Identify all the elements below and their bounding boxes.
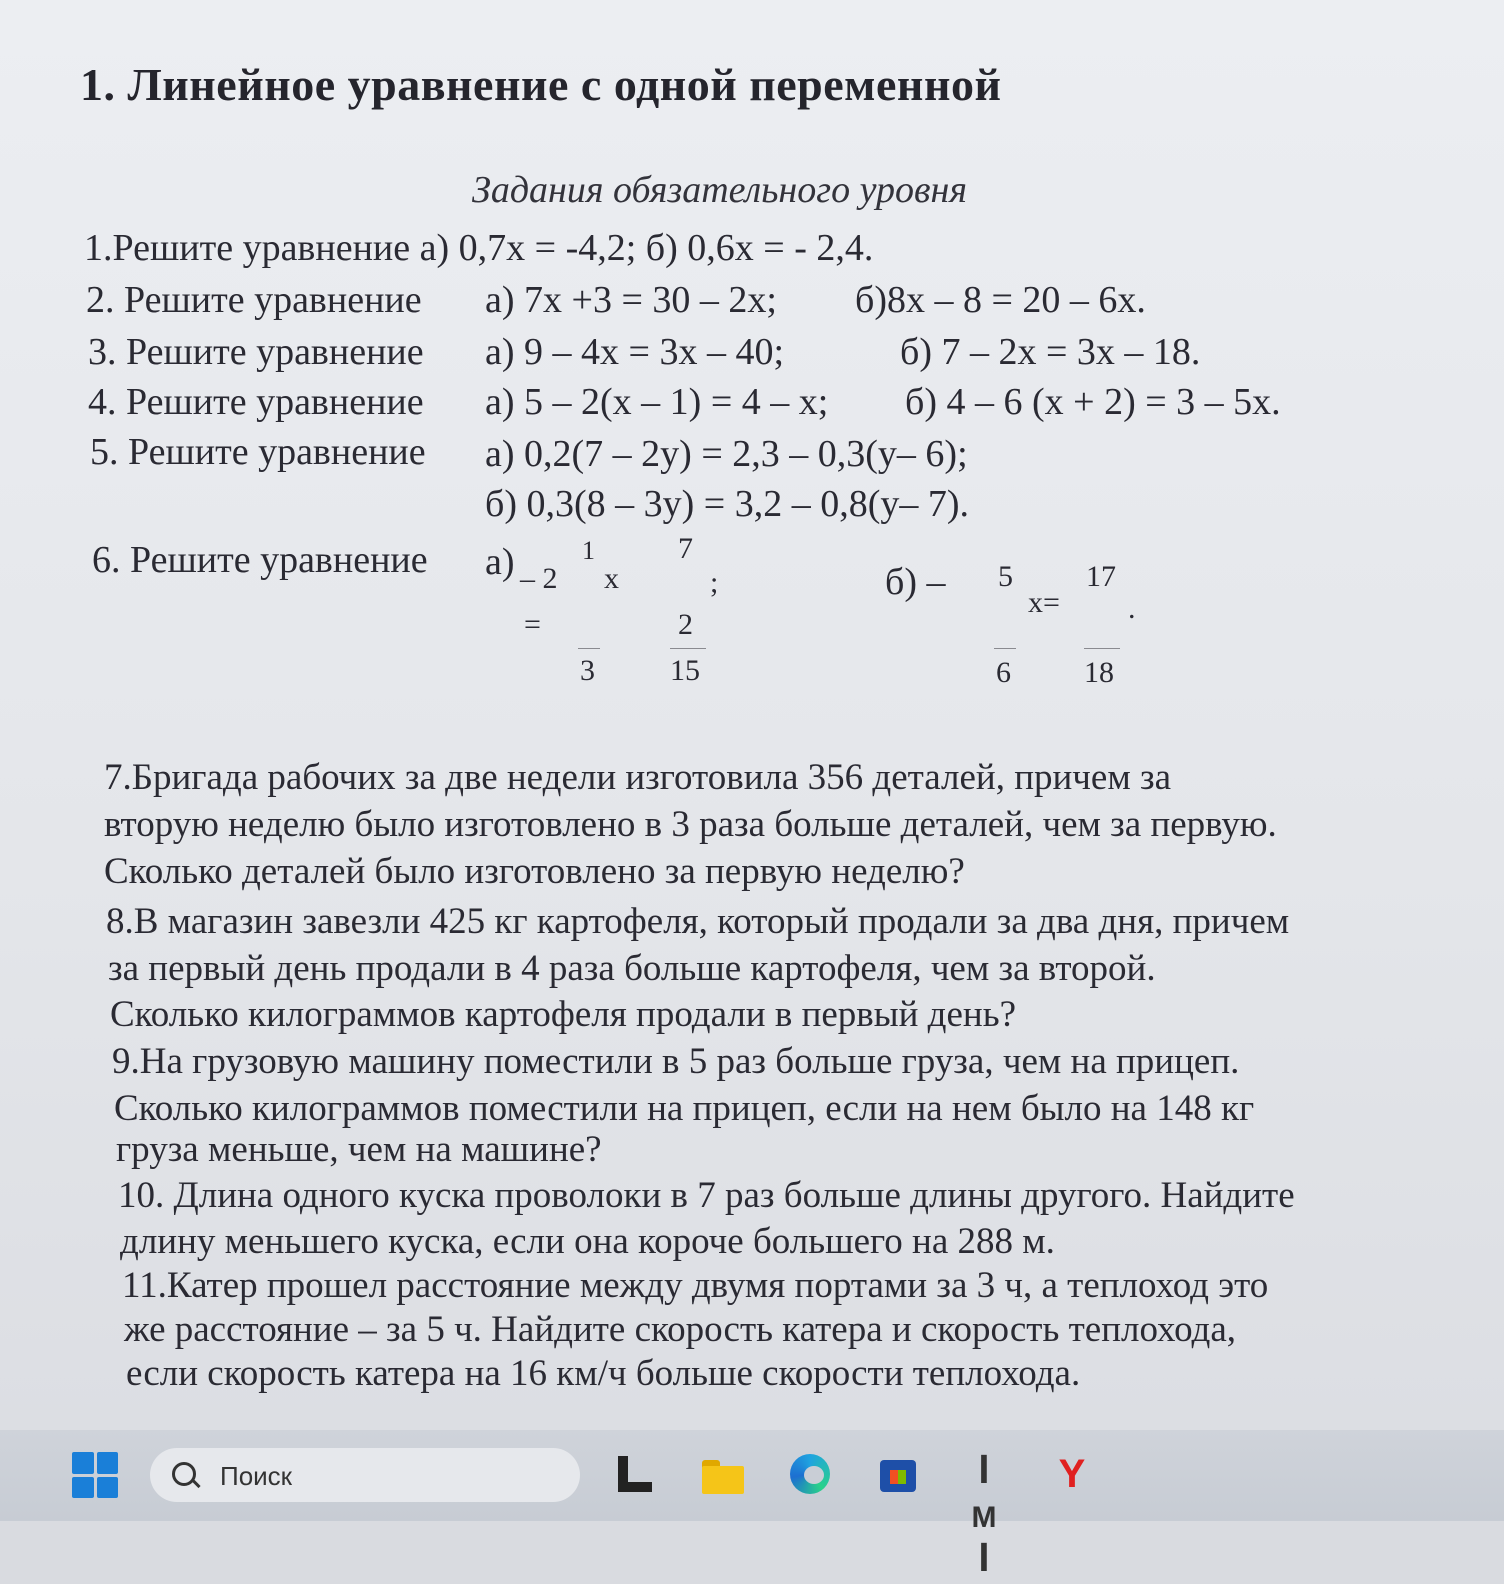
section-subtitle: Задания обязательного уровня [472, 169, 967, 211]
taskbar-search-box[interactable] [150, 1448, 580, 1502]
task-2-b: б)8х – 8 = 20 – 6х. [855, 279, 1146, 321]
problem-9-line-3: груза меньше, чем на машине? [116, 1129, 602, 1170]
task-6-a-bar1 [578, 648, 600, 649]
task-6-a-semicolon: ; [710, 566, 719, 599]
yandex-icon[interactable]: Y [1058, 1452, 1086, 1496]
problem-7-line-3: Сколько деталей было изготовлено за первую неделю? [104, 851, 965, 892]
problem-11-line-3: если скорость катера на 16 км/ч больше скорости теплохода. [126, 1353, 1081, 1394]
problem-10-line-1: 10. Длина одного куска проволоки в 7 раз больше длины другого. Найдите [118, 1175, 1295, 1216]
task-6-a-minus: – 2 [520, 562, 558, 595]
task-5-b: б) 0,3(8 – 3у) = 3,2 – 0,8(у– 7). [485, 483, 970, 525]
edge-icon[interactable] [788, 1452, 832, 1496]
folder-icon[interactable] [700, 1452, 744, 1496]
search-placeholder: Поиск [220, 1461, 293, 1491]
task-6-b-prefix: б) – [885, 561, 946, 603]
task-6-label: 6. Решите уравнение [92, 539, 428, 581]
problem-7-line-2: вторую неделю было изготовлено в 3 раза больше деталей, чем за первую. [104, 804, 1277, 845]
task-6-a-num2: 7 [678, 532, 693, 565]
task-6-b-dot: . [1128, 592, 1136, 625]
problem-9-line-2: Сколько килограммов поместили на прицеп, если на нем было на 148 кг [114, 1088, 1255, 1129]
task-6-b-den2: 18 [1084, 656, 1114, 689]
task-1: 1.Решите уравнение а) 0,7х = -4,2; б) 0,6х = - 2,4. [84, 227, 874, 269]
task-6-a-num1: 1 [582, 536, 595, 565]
problem-10-line-2: длину меньшего куска, если она короче большего на 288 м. [120, 1221, 1055, 1262]
task-4-b: б) 4 – 6 (х + 2) = 3 – 5х. [905, 381, 1281, 423]
task-6-b-bar2 [1084, 648, 1120, 649]
task-6-b-num2: 17 [1086, 560, 1116, 593]
task-3-b: б) 7 – 2х = 3х – 18. [900, 331, 1201, 373]
task-6-a-den1: 3 [580, 654, 595, 687]
task-2-label: 2. Решите уравнение [86, 279, 422, 321]
page-title: 1. Линейное уравнение с одной переменной [80, 59, 1002, 110]
task-6-a-den2: 15 [670, 654, 700, 687]
task-6-b-bar1 [994, 648, 1016, 649]
task-5-label: 5. Решите уравнение [90, 431, 426, 473]
task-6-a-eq: = [524, 608, 541, 641]
task-6-a-num2b: 2 [678, 608, 693, 641]
task-5-a: а) 0,2(7 – 2у) = 2,3 – 0,3(у– 6); [485, 433, 968, 475]
task-6-a-bar2 [670, 648, 706, 649]
problem-11-line-1: 11.Катер прошел расстояние между двумя портами за 3 ч, а теплоход это [122, 1265, 1269, 1306]
task-6-b-den1: 6 [996, 656, 1011, 689]
task-6-a-x: х [604, 562, 619, 595]
problem-9-line-1: 9.На грузовую машину поместили в 5 раз больше груза, чем на прицеп. [112, 1041, 1240, 1082]
store-icon[interactable] [876, 1452, 920, 1496]
task-6-b-x: х= [1028, 586, 1060, 619]
task-6-b-num1: 5 [998, 560, 1013, 593]
task-3-a: а) 9 – 4х = 3х – 40; [485, 331, 785, 373]
problem-8-line-2: за первый день продали в 4 раза больше картофеля, чем за второй. [108, 948, 1156, 989]
file-manager-icon[interactable] [612, 1452, 656, 1496]
task-2-a: а) 7х +3 = 30 – 2х; [485, 279, 777, 321]
mail-icon[interactable]: ꟾ M ꟾ [971, 1457, 997, 1578]
task-3-label: 3. Решите уравнение [88, 331, 424, 373]
problem-7-line-1: 7.Бригада рабочих за две недели изготовила 356 деталей, причем за [104, 757, 1172, 798]
task-4-label: 4. Решите уравнение [88, 381, 424, 423]
windows-start-icon[interactable] [72, 1452, 118, 1498]
task-4-a: а) 5 – 2(х – 1) = 4 – х; [485, 381, 829, 423]
problem-11-line-2: же расстояние – за 5 ч. Найдите скорость катера и скорость теплохода, [124, 1309, 1237, 1350]
search-icon [172, 1462, 196, 1486]
task-6-a-prefix: а) [485, 541, 515, 583]
problem-8-line-1: 8.В магазин завезли 425 кг картофеля, который продали за два дня, причем [106, 901, 1290, 942]
taskbar [0, 1430, 1504, 1578]
problem-8-line-3: Сколько килограммов картофеля продали в первый день? [110, 994, 1017, 1035]
